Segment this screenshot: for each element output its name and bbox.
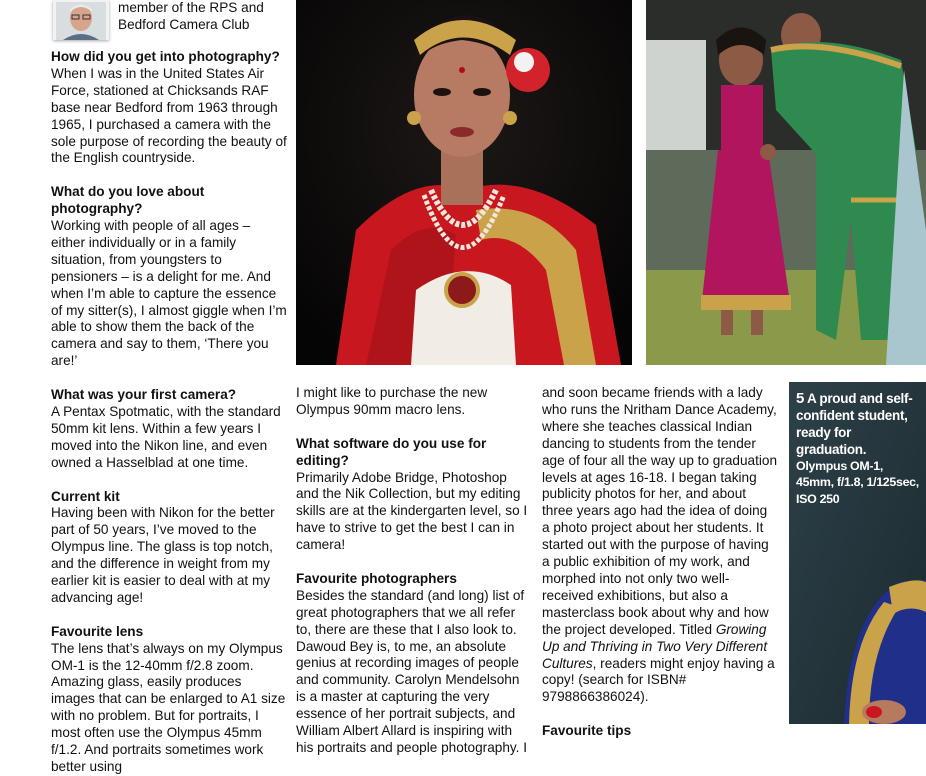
caption-number: 5 (796, 390, 805, 407)
answer-paragraph: When I was in the United States Air Force, stationed at Chicksands RAF base near Bedford from 1963 through 1965, I purchased a camera with the sole purpose of recording the beauty of the English countryside. (51, 65, 287, 166)
photo-caption (796, 390, 921, 507)
question-heading: What do you love about photography? (51, 184, 205, 217)
article-column-1 (51, 49, 287, 776)
caption-text (796, 390, 921, 458)
caption-camera-details: Olympus OM-1, 45mm, f/1.8, 1/125sec, ISO 250 (796, 459, 919, 506)
answer-paragraph: Primarily Adobe Bridge, Photoshop and the Nik Collection, but my editing skills are at the kindergarten level, so I have to strive to get the best I can in camera! (296, 469, 528, 553)
photo-dancer-portrait (296, 0, 632, 365)
photo-girls-greeting (646, 0, 926, 365)
question-heading: What software do you use for editing? (296, 435, 487, 468)
question-heading: What was your first camera? (51, 387, 237, 403)
paragraph-text: , readers might enjoy having a copy! (search for ISBN# 9798866386024). (542, 655, 775, 705)
author-line-1: member of the RPS and (118, 0, 264, 15)
question-heading: Favourite tips (542, 723, 632, 739)
article-column-2 (296, 385, 532, 757)
question-heading: Favourite lens (51, 623, 144, 639)
author-line-2: Bedford Camera Club (118, 16, 250, 32)
answer-paragraph: Having been with Nikon for the better part of 50 years, I’ve moved to the Olympus line. The glass is top notch, and the difference in weight from my earlier kit is easier to deal with at my advancing age! (51, 505, 275, 605)
caption-description: A proud and self-confident student, ready for graduation. (796, 391, 913, 457)
book-title: Growing Up and Thriving in Two Very Different Cultures (542, 621, 768, 671)
answer-paragraph: Working with people of all ages – either individually or in a family situation, from youngsters to pensioners – is a delight for me. And when I’m able to capture the essence of my sitter(s), I almost giggle when I’m able to show them the back of the camera and say to them, ‘There you are!’ (51, 218, 287, 369)
author-byline (118, 0, 288, 33)
question-heading: Favourite photographers (296, 570, 457, 586)
answer-paragraph: A Pentax Spotmatic, with the standard 50mm kit lens. Within a few years I moved into the Nikon line, and even owned a Hasselblad at one time. (51, 404, 281, 470)
question-heading: Current kit (51, 488, 120, 504)
author-headshot (53, 0, 109, 40)
question-heading: How did you get into photography? (51, 49, 280, 64)
answer-paragraph: The lens that’s always on my Olympus OM-1 is the 12-40mm f/2.8 zoom. Amazing glass, easily produces images that can be enlarged to A1 size with no problem. But for portraits, I most often use the Olympus 45mm f/1.2. And portraits sometimes work better using (51, 640, 286, 774)
article-column-3 (542, 385, 778, 740)
answer-paragraph: I might like to purchase the new Olympus 90mm macro lens. (296, 385, 488, 417)
paragraph-text: and soon became friends with a lady who runs the Nritham Dance Academy, where she teaches classical Indian dancing to students from the tender age of four all the way up to graduation levels at ages 16-18. I began taking publicity photos for her, and about three years ago had the idea of doing a photo project about her students. It started out with the purpose of having a public exhibition of my work, and morphed into not only two well-received exhibitions, but also a masterclass book about why and how the project developed. Titled (542, 385, 778, 637)
answer-paragraph: Besides the standard (and long) list of great photographers that we all refer to, there are these that I also look to. Dawoud Bey is, to me, an absolute genius at recording images of people and community. Carolyn Mendelsohn is a master at capturing the very essence of her portrait subjects, and William Albert Allard is inspiring with his portraits and people photography. I (296, 587, 527, 755)
answer-paragraph (542, 385, 778, 706)
